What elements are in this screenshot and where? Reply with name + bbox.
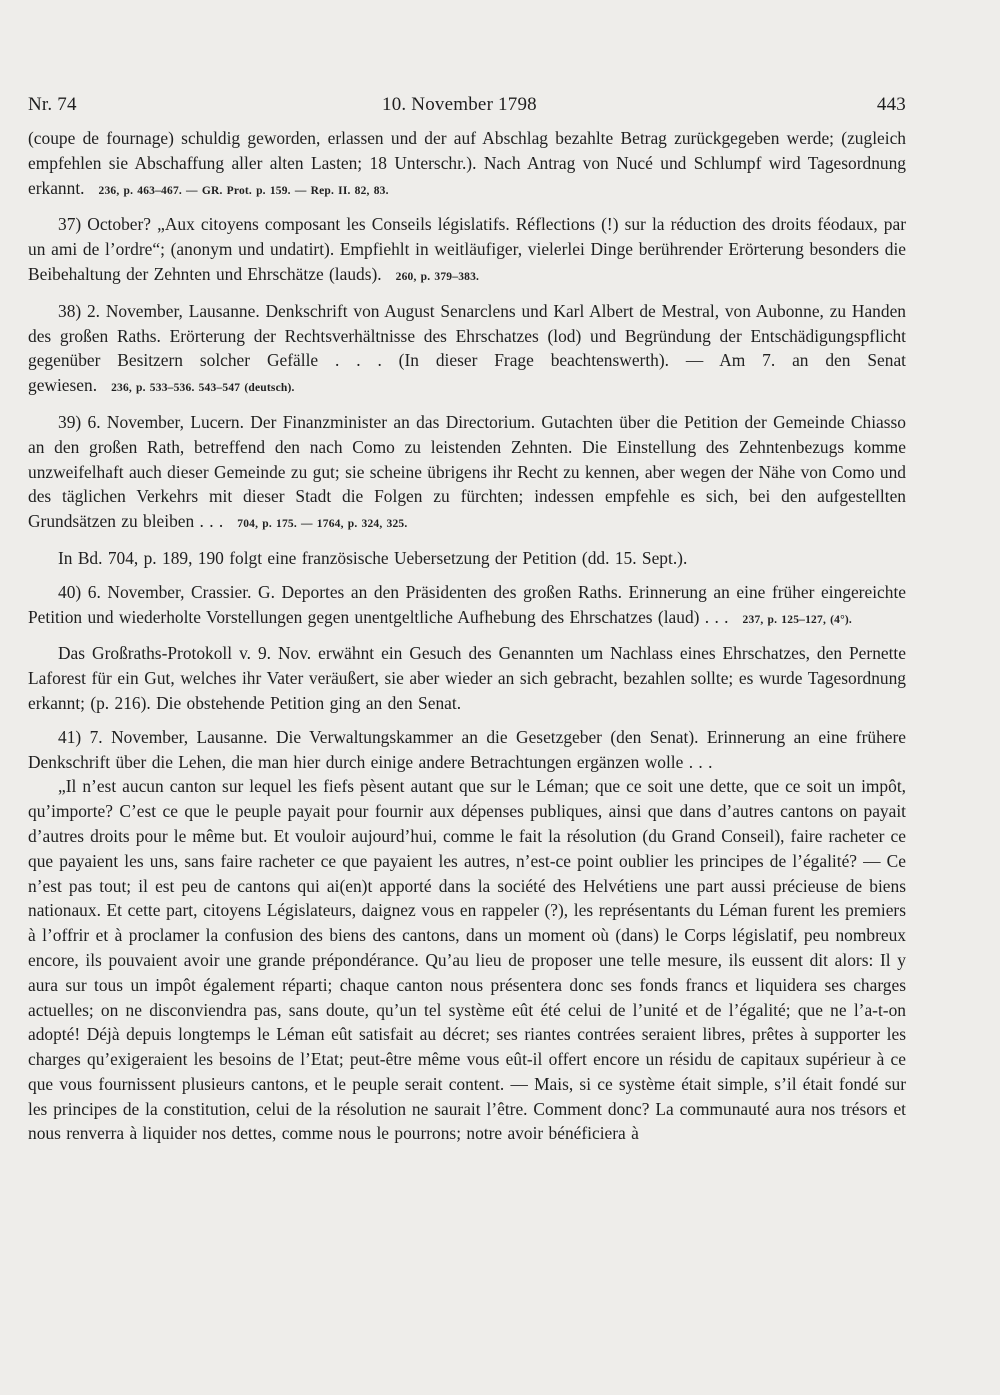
source-reference: 237, p. 125–127, (4°). bbox=[742, 613, 852, 626]
note-40 bbox=[28, 641, 906, 715]
entry-41 bbox=[28, 725, 906, 775]
page-header bbox=[28, 94, 906, 120]
paragraph-0 bbox=[28, 126, 906, 203]
paragraph-text: In Bd. 704, p. 189, 190 folgt eine französische Uebersetzung der Petition (dd. 15. Sept.). bbox=[58, 547, 688, 568]
paragraph-text: 41) 7. November, Lausanne. Die Verwaltungskammer an die Gesetzgeber (den Senat). Erinnerung an eine frühere Denkschrift über die Lehen, die man hier durch einige andere Betrachtungen ergänzen wolle . . . bbox=[28, 726, 906, 772]
paragraph-text: (coupe de fournage) schuldig geworden, erlassen und der auf Abschlag bezahlte Betrag zurückgegeben werde; (zugleich empfehlen sie Abschaffung aller alten Lasten; 18 Unterschr.). Nach Antrag von Nucé und Schlumpf wird Tagesordnung erkannt. bbox=[28, 128, 906, 198]
note-39 bbox=[28, 546, 906, 571]
paragraph-text: 39) 6. November, Lucern. Der Finanzminister an das Directorium. Gutachten über die Petition der Gemeinde Chiasso an den großen Rath, betreffend den nach Como zu leistenden Zehnten. Die Einstellung des Zehntenbezugs komme unzweifelhaft auch dieser Gemeinde zu gut; sie scheine übrigens ihr Recht zu kennen, aber wegen der Nähe von Como und des täglichen Verkehrs mit dieser Stadt die Folgen zu fürchten; indessen empfehle es sich, bei den aufgestellten Grundsätzen zu bleiben . . . bbox=[28, 411, 906, 532]
paragraph-text: 38) 2. November, Lausanne. Denkschrift von August Senarclens und Karl Albert de Mestral, von Aubonne, zu Handen des großen Raths. Erörterung der Rechtsverhältnisse des Ehrschatzes (lod) und Begründung der Entschädigungspflicht gegenüber Besitzern solcher Gefälle . . . (In dieser Frage beachtenswerth). — Am 7. an den Senat gewiesen. bbox=[28, 300, 906, 396]
paragraph-text: Das Großraths-Protokoll v. 9. Nov. erwähnt ein Gesuch des Genannten um Nachlass eines Ehrschatzes, den Pernette Laforest für ein Gut, welches ihr Vater veräußert, sie aber wieder an sich gebracht, bezahlen sollte; es wurde Tagesordnung erkannt; (p. 216). Die obstehende Petition ging an den Senat. bbox=[28, 643, 906, 713]
source-reference: 236, p. 533–536. 543–547 (deutsch). bbox=[111, 382, 295, 395]
entry-38 bbox=[28, 299, 906, 401]
page-date: 10. November 1798 bbox=[382, 94, 537, 115]
source-reference: 704, p. 175. — 1764, p. 324, 325. bbox=[237, 518, 408, 531]
french-quotation: „Il n’est aucun canton sur lequel les fiefs pèsent autant que sur le Léman; que ce soit une dette, que ce soit un impôt, qu’importe? C’est ce que le peuple payait pour fournir aux dépenses publiques, ainsi que dans d’autres cantons on payait d’autres droits pour le même but. Et vouloir aujourd’hui, comme le fait la résolution (du Grand Conseil), faire racheter ce que payaient les uns, sans faire racheter ce que payaient les autres, n’est-ce point oublier les principes de l’égalité? — Ce n’est pas tout; il est peu de cantons qui ai(en)t apporté dans la société des Helvétiens une part aussi précieuse de biens nationaux. Et cette part, citoyens Législateurs, daignez vous en rappeler (?), les représentants du Léman furent les premiers à l’offrir et à proclamer la confusion des biens des cantons, dans un moment où (dans) le Corps législatif, peu nombreux encore, ils pouvaient avoir une grande prépondérance. Qu’au lieu de proposer une telle mesure, ils eussent dit alors: Il y aura sur tous un impôt également réparti; chaque canton nous présentera donc ses fonds francs et liquidera ses charges actuelles; on ne disconviendra pas, sans doute, qu’un tel système eût été celui de l’unité et de l’égalité; que ne l’a-t-on adopté! Déjà depuis longtemps le Léman eût satisfait au décret; ses riantes contrées seraient libres, prêtes à supporter les charges qu’exigeraient les besoins de l’Etat; peut-être même vous eût-il offert encore un résidu de capitaux supérieur à ce que vous fournissent plusieurs cantons, et le peuple serait content. — Mais, si ce système était simple, s’il était fondé sur les principes de la constitution, celui de la résolution ne saurait l’être. Comment donc? La communauté aura nos trésors et nous renverra à liquider nos dettes, comme nous le pourrons; notre avoir bénéficiera à bbox=[28, 776, 906, 1144]
entry-40 bbox=[28, 580, 906, 633]
entry-37 bbox=[28, 212, 906, 289]
source-reference: 236, p. 463–467. — GR. Prot. p. 159. — Rep. II. 82, 83. bbox=[98, 184, 389, 197]
paragraph-text: 37) October? „Aux citoyens composant les Conseils législatifs. Réflections (!) sur la réduction des droits féodaux, par un ami de l’ordre“; (anonym und undatirt). Empfiehlt in weitläufiger, vielerlei Dinge berührender Erörterung besonders die Beibehaltung der Zehnten und Ehrschätze (lauds). bbox=[28, 214, 906, 284]
entry-39 bbox=[28, 410, 906, 537]
paragraph-text: 40) 6. November, Crassier. G. Deportes an den Präsidenten des großen Raths. Erinnerung an eine früher eingereichte Petition und wiederholte Vorstellungen gegen unentgeltliche Aufhebung des Ehrschatzes (laud) . . . bbox=[28, 581, 906, 627]
page-body bbox=[28, 126, 906, 1146]
issue-number: Nr. 74 bbox=[28, 94, 77, 115]
source-reference: 260, p. 379–383. bbox=[395, 270, 480, 283]
page-number: 443 bbox=[876, 94, 906, 115]
